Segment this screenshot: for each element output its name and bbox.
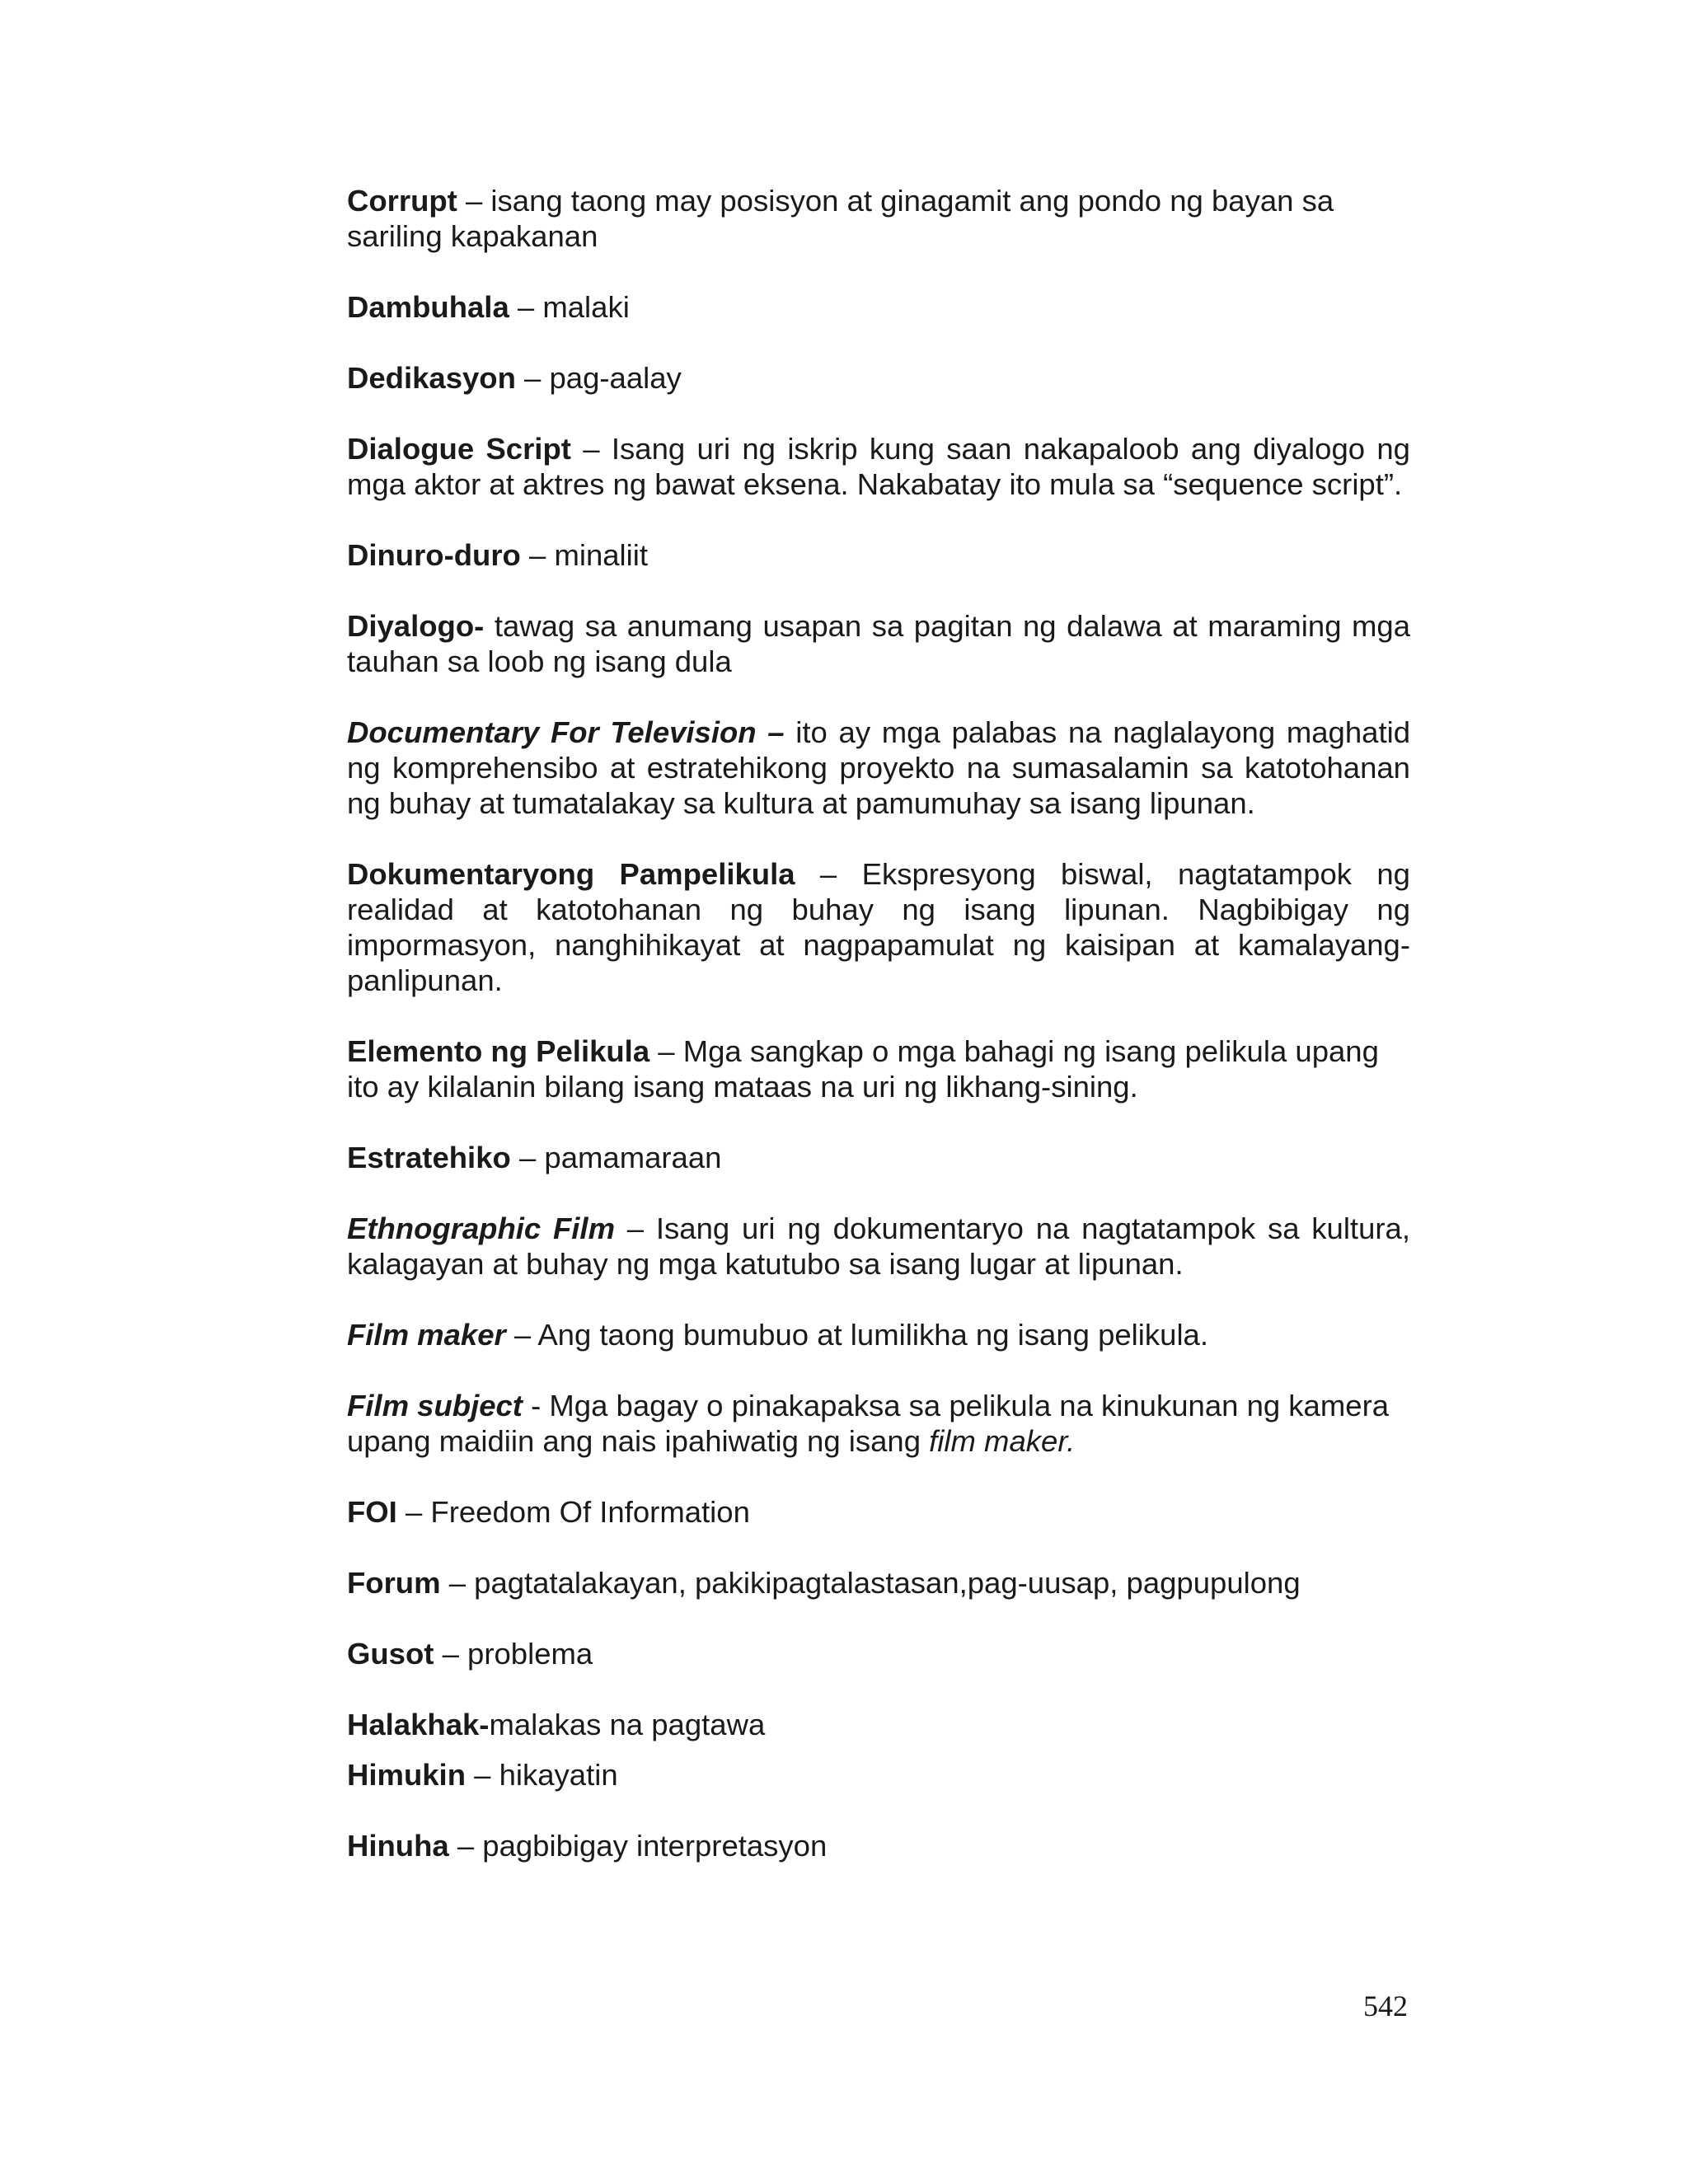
- glossary-entry-corrupt: [347, 183, 1410, 254]
- term-separator: –: [795, 857, 862, 891]
- term-separator: –: [570, 432, 612, 466]
- glossary-definition: hikayatin: [499, 1758, 618, 1792]
- term-separator: [484, 609, 495, 643]
- term-separator: –: [457, 184, 491, 218]
- glossary-definition: pagbibigay interpretasyon: [482, 1829, 828, 1863]
- glossary-term: FOI: [347, 1495, 397, 1529]
- glossary-definition: Ang taong bumubuo at lumilikha ng isang pelikula.: [537, 1318, 1208, 1352]
- glossary-entry-foi: [347, 1494, 1410, 1530]
- glossary-entry-dinuro-duro: [347, 537, 1410, 573]
- glossary-entry-gusot: [347, 1636, 1410, 1671]
- glossary-entry-film-maker: [347, 1317, 1410, 1352]
- term-separator: –: [515, 361, 550, 395]
- page-number: 542: [1363, 1990, 1408, 2022]
- glossary-term: Film maker: [347, 1318, 506, 1352]
- glossary-definition: problema: [467, 1637, 593, 1671]
- glossary-definition: pamamaraan: [544, 1141, 722, 1174]
- glossary-definition: Mga sangkap o mga bahagi ng isang pelikula upang ito ay kilalanin bilang isang mataas na uri ng likhang-sining.: [347, 1034, 1379, 1104]
- glossary-definition: malakas na pagtawa: [489, 1708, 766, 1741]
- glossary-term: Forum: [347, 1566, 441, 1600]
- glossary-entry-ethnographic-film: [347, 1211, 1410, 1282]
- term-separator: -: [522, 1389, 550, 1422]
- glossary-entry-dedikasyon: [347, 360, 1410, 396]
- term-separator: –: [448, 1829, 483, 1863]
- glossary-definition: pagtatalakayan, pakikipagtalastasan,pag-uusap, pagpupulong: [474, 1566, 1301, 1600]
- glossary-entry-dokumentaryong-pampelikula: [347, 856, 1410, 998]
- glossary-term: Elemento ng Pelikula: [347, 1034, 650, 1068]
- term-separator: –: [615, 1212, 656, 1245]
- glossary-entry-hinuha: [347, 1828, 1410, 1863]
- glossary-definition: isang taong may posisyon at ginagamit ang pondo ng bayan sa sariling kapakanan: [347, 184, 1334, 253]
- glossary-entry-dambuhala: [347, 289, 1410, 325]
- term-separator: –: [434, 1637, 468, 1671]
- glossary-list: [347, 183, 1410, 1899]
- glossary-definition: ito ay mga palabas na naglalayong maghatid ng komprehensibo at estratehikong proyekto na sumasalamin sa katotohanan ng buhay at tumatalakay sa kultura at pamumuhay sa isang lipunan.: [347, 715, 1410, 820]
- term-separator: [785, 715, 796, 749]
- glossary-term: Diyalogo-: [347, 609, 485, 643]
- glossary-entry-halakhak: [347, 1707, 1410, 1742]
- glossary-definition: Isang uri ng dokumentaryo na nagtatampok sa kultura, kalagayan at buhay ng mga katutubo sa isang lugar at lipunan.: [347, 1212, 1410, 1281]
- glossary-definition: minaliit: [554, 538, 649, 572]
- glossary-term: Hinuha: [347, 1829, 449, 1863]
- glossary-term: Estratehiko: [347, 1141, 511, 1174]
- glossary-term: Film subject: [347, 1389, 523, 1422]
- term-separator: –: [509, 290, 543, 324]
- term-separator: –: [649, 1034, 683, 1068]
- glossary-entry-elemento-ng-pelikula: [347, 1033, 1410, 1104]
- glossary-entry-film-subject: [347, 1388, 1410, 1459]
- glossary-definition: pag-aalay: [549, 361, 682, 395]
- glossary-term: Halakhak-: [347, 1708, 490, 1741]
- term-separator: –: [396, 1495, 431, 1529]
- glossary-term: Dialogue Script: [347, 432, 571, 466]
- glossary-entry-estratehiko: [347, 1140, 1410, 1175]
- term-separator: –: [505, 1318, 538, 1352]
- glossary-term: Dinuro-duro: [347, 538, 521, 572]
- glossary-definition: Mga bagay o pinakapaksa sa pelikula na kinukunan ng kamera upang maidiin ang nais ipahiwatig ng isang: [347, 1389, 1390, 1458]
- term-separator: –: [520, 538, 555, 572]
- glossary-entry-documentary-for-television: [347, 715, 1410, 821]
- glossary-term: Ethnographic Film: [347, 1212, 616, 1245]
- glossary-entry-forum: [347, 1565, 1410, 1601]
- term-separator: –: [466, 1758, 499, 1792]
- glossary-term: Gusot: [347, 1637, 434, 1671]
- term-separator: –: [510, 1141, 545, 1174]
- glossary-term: Himukin: [347, 1758, 466, 1792]
- glossary-term: Documentary For Television –: [347, 715, 785, 749]
- glossary-definition: malaki: [542, 290, 630, 324]
- glossary-definition: Isang uri ng iskrip kung saan nakapaloob ang diyalogo ng mga aktor at aktres ng bawat eksena. Nakabatay ito mula sa “sequence script”.: [347, 432, 1410, 501]
- glossary-entry-himukin: [347, 1757, 1410, 1793]
- glossary-entry-diyalogo: [347, 608, 1410, 679]
- glossary-term: Dokumentaryong Pampelikula: [347, 857, 795, 891]
- glossary-definition: tawag sa anumang usapan sa pagitan ng dalawa at maraming mga tauhan sa loob ng isang dula: [347, 609, 1410, 678]
- glossary-definition: Ekspresyong biswal, nagtatampok ng realidad at katotohanan ng buhay ng isang lipunan. Nagbibigay ng impormasyon, nanghihikayat at nagpapamulat ng kaisipan at kamalayang-panlipunan.: [347, 857, 1410, 997]
- term-separator: –: [440, 1566, 475, 1600]
- glossary-term: Dedikasyon: [347, 361, 516, 395]
- glossary-definition: Freedom Of Information: [430, 1495, 750, 1529]
- glossary-term: Dambuhala: [347, 290, 509, 324]
- glossary-term: Corrupt: [347, 184, 457, 218]
- glossary-entry-dialogue-script: [347, 431, 1410, 502]
- glossary-definition-italic: film maker.: [929, 1424, 1076, 1458]
